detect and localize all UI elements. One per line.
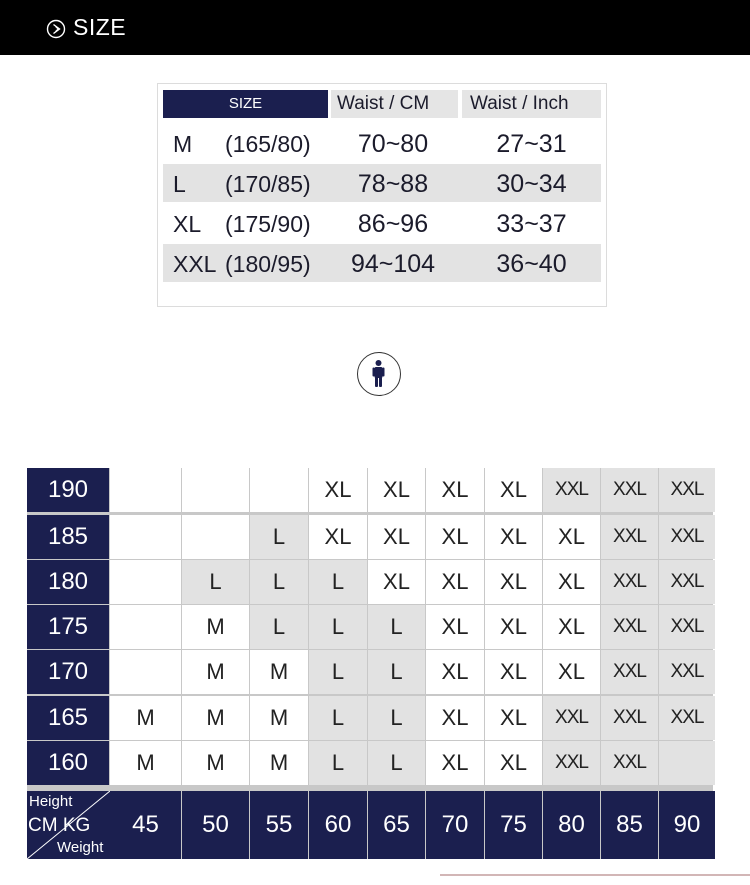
height-label: 190 (27, 468, 109, 512)
size-cell: M (250, 696, 308, 740)
waist-cm: 86~96 (357, 210, 429, 238)
size-cell: XXL (659, 468, 715, 512)
waist-height-weight: (170/85) (225, 171, 311, 197)
size-cell (182, 515, 249, 559)
weight-label: 55 (250, 791, 308, 859)
waist-row (163, 164, 601, 202)
size-cell (110, 515, 181, 559)
size-cell: XL (368, 468, 425, 512)
size-cell: XL (543, 650, 600, 694)
size-cell: L (250, 515, 308, 559)
size-cell: XXL (601, 560, 658, 604)
weight-label: 80 (543, 791, 600, 859)
size-cell: XXL (601, 468, 658, 512)
size-cell: XXL (601, 515, 658, 559)
waist-inch: 27~31 (496, 130, 567, 158)
size-cell: L (368, 696, 425, 740)
size-cell: XL (426, 515, 484, 559)
size-cell: XL (543, 515, 600, 559)
size-cell: L (309, 650, 367, 694)
size-cell: M (250, 650, 308, 694)
size-cell: XXL (659, 696, 715, 740)
size-cell: XL (485, 605, 542, 649)
size-cell: L (250, 560, 308, 604)
size-cell (182, 468, 249, 512)
waist-row (163, 204, 601, 242)
page-header (0, 0, 750, 55)
size-cell: XL (426, 468, 484, 512)
size-grid (27, 468, 713, 859)
waist-inch: 36~40 (496, 250, 567, 278)
size-cell: L (309, 560, 367, 604)
waist-size: XXL (173, 251, 217, 277)
size-cell: XL (485, 560, 542, 604)
size-cell: XL (368, 515, 425, 559)
size-cell: XL (426, 605, 484, 649)
waist-header-inch: Waist / Inch (462, 90, 601, 118)
size-cell: L (309, 741, 367, 785)
size-cell: XXL (659, 650, 715, 694)
size-cell (110, 468, 181, 512)
size-cell: L (182, 560, 249, 604)
size-cell: XL (309, 515, 367, 559)
height-label: 180 (27, 560, 109, 604)
size-cell: XL (309, 468, 367, 512)
size-cell: L (368, 650, 425, 694)
waist-height-weight: (180/95) (225, 251, 311, 277)
size-cell: XL (543, 560, 600, 604)
weight-label: 85 (601, 791, 658, 859)
weight-label: 75 (485, 791, 542, 859)
size-cell: XXL (601, 741, 658, 785)
height-label: 175 (27, 605, 109, 649)
waist-row (163, 124, 601, 162)
waist-row (163, 244, 601, 282)
person-icon (357, 352, 401, 396)
waist-height-weight: (175/90) (225, 211, 311, 237)
play-circle-icon (46, 19, 66, 39)
size-cell: M (110, 741, 181, 785)
size-cell (110, 650, 181, 694)
size-cell: XXL (543, 696, 600, 740)
size-cell (250, 468, 308, 512)
bottom-rule (440, 874, 750, 876)
weight-label: 65 (368, 791, 425, 859)
size-cell: XXL (659, 560, 715, 604)
size-cell (659, 741, 715, 785)
waist-inch: 33~37 (496, 210, 567, 238)
grid-corner-label (27, 791, 110, 859)
size-cell: M (182, 696, 249, 740)
waist-size: L (173, 171, 186, 197)
height-label: 170 (27, 650, 109, 694)
weight-label: 50 (182, 791, 249, 859)
weight-label: 60 (309, 791, 367, 859)
waist-height-weight: (165/80) (225, 131, 311, 157)
size-cell: XXL (601, 650, 658, 694)
waist-header-cm: Waist / CM (331, 90, 458, 118)
size-cell: M (182, 605, 249, 649)
height-label: 185 (27, 515, 109, 559)
size-cell (110, 605, 181, 649)
size-cell: XL (485, 696, 542, 740)
size-cell: L (368, 741, 425, 785)
size-cell: XXL (543, 741, 600, 785)
size-cell (110, 560, 181, 604)
waist-size: XL (173, 211, 202, 237)
size-cell: M (182, 650, 249, 694)
size-cell: XXL (601, 696, 658, 740)
size-cell: M (110, 696, 181, 740)
size-cell: XL (368, 560, 425, 604)
size-cell: XL (426, 560, 484, 604)
weight-label: 45 (110, 791, 181, 859)
height-label: 160 (27, 741, 109, 785)
size-cell: L (368, 605, 425, 649)
waist-cm: 78~88 (357, 170, 429, 198)
size-cell: XL (426, 741, 484, 785)
size-cell: XL (485, 650, 542, 694)
weight-label: 90 (659, 791, 715, 859)
size-cell: M (250, 741, 308, 785)
size-cell: L (309, 696, 367, 740)
waist-header-size: SIZE (163, 90, 328, 118)
size-cell: XL (426, 650, 484, 694)
waist-size: M (173, 131, 193, 157)
corner-weight-label: Weight (57, 839, 104, 856)
size-cell: XXL (543, 468, 600, 512)
size-cell: XL (485, 468, 542, 512)
waist-inch: 30~34 (496, 170, 567, 198)
waist-cm: 70~80 (357, 130, 429, 158)
corner-units-label: CM KG (28, 815, 91, 836)
size-cell: XL (485, 515, 542, 559)
size-cell: M (182, 741, 249, 785)
waist-cm: 94~104 (350, 250, 436, 278)
weight-label: 70 (426, 791, 484, 859)
size-cell: XL (485, 741, 542, 785)
corner-height-label: Height (29, 793, 73, 810)
size-cell: XXL (659, 515, 715, 559)
size-cell: XXL (601, 605, 658, 649)
waist-table (157, 83, 607, 307)
height-label: 165 (27, 696, 109, 740)
page-title: SIZE (73, 14, 127, 40)
size-cell: XXL (659, 605, 715, 649)
size-cell: XL (426, 696, 484, 740)
size-cell: L (309, 605, 367, 649)
size-cell: XL (543, 605, 600, 649)
size-cell: L (250, 605, 308, 649)
